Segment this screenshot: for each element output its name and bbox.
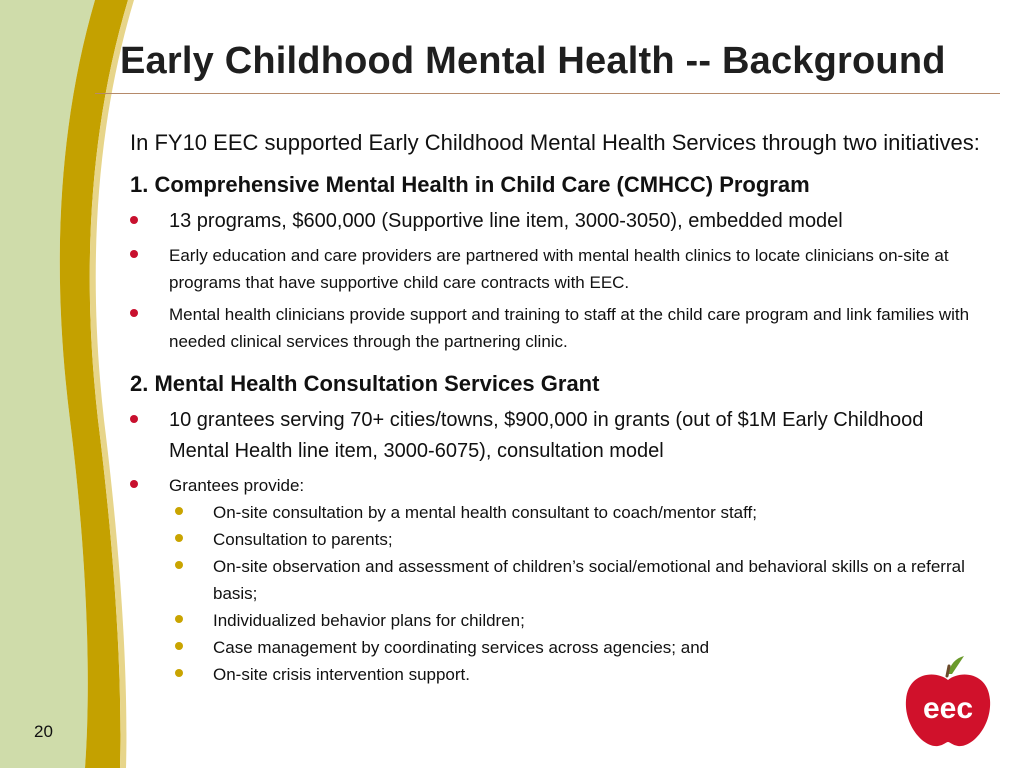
sub-list-item xyxy=(175,526,980,553)
bullet-text: Early education and care providers are partnered with mental health clinics to locate clinicians on-site at programs that have supportive child care contracts with EEC. xyxy=(169,246,949,292)
bullet-dot-icon xyxy=(130,415,138,423)
grant-bullet-list xyxy=(130,405,980,499)
list-item xyxy=(130,242,980,296)
bullet-text: Grantees provide: xyxy=(169,476,305,495)
slide-title: Early Childhood Mental Health -- Background xyxy=(120,40,946,82)
sub-bullet-dot-icon xyxy=(175,534,183,542)
sub-bullet-text: On-site consultation by a mental health consultant to coach/mentor staff; xyxy=(213,503,757,522)
list-item xyxy=(130,405,980,467)
logo-text: eec xyxy=(922,692,974,725)
sub-bullet-text: Consultation to parents; xyxy=(213,530,393,549)
sub-bullet-dot-icon xyxy=(175,615,183,623)
sub-list-item xyxy=(175,499,980,526)
page-number: 20 xyxy=(34,722,53,741)
sub-bullet-dot-icon xyxy=(175,642,183,650)
section-heading-cmhcc: 1. Comprehensive Mental Health in Child Care (CMHCC) Program xyxy=(130,172,810,197)
bullet-dot-icon xyxy=(130,480,138,488)
sub-bullet-text: On-site crisis intervention support. xyxy=(213,665,470,684)
sub-bullet-dot-icon xyxy=(175,561,183,569)
title-divider xyxy=(95,93,1000,94)
sub-bullet-text: Case management by coordinating services across agencies; and xyxy=(213,638,710,657)
bullet-dot-icon xyxy=(130,250,138,258)
grantees-provide-sub-list xyxy=(175,499,980,688)
slide-content xyxy=(130,124,980,688)
cmhcc-bullet-list xyxy=(130,206,980,355)
sub-bullet-text: On-site observation and assessment of children’s social/emotional and behavioral skills on a referral basis; xyxy=(213,557,965,603)
bullet-text: 13 programs, $600,000 (Supportive line item, 3000-3050), embedded model xyxy=(169,210,843,232)
sub-list-item xyxy=(175,634,980,661)
sub-list-item xyxy=(175,607,980,634)
sub-bullet-text: Individualized behavior plans for children; xyxy=(213,611,525,630)
sub-bullet-dot-icon xyxy=(175,507,183,515)
left-decorative-swoosh xyxy=(0,0,140,768)
list-item xyxy=(130,301,980,355)
sub-list-item xyxy=(175,661,980,688)
list-item xyxy=(130,206,980,237)
bullet-text: 10 grantees serving 70+ cities/towns, $900,000 in grants (out of $1M Early Childhood Mental Health line item, 3000-6075), consultation model xyxy=(169,409,924,462)
bullet-dot-icon xyxy=(130,309,138,317)
list-item xyxy=(130,472,980,499)
eec-apple-logo-icon xyxy=(898,652,998,752)
bullet-dot-icon xyxy=(130,216,138,224)
sub-list-item xyxy=(175,553,980,607)
bullet-text: Mental health clinicians provide support and training to staff at the child care program and link families with needed clinical services through the partnering clinic. xyxy=(169,305,970,351)
intro-text: In FY10 EEC supported Early Childhood Mental Health Services through two initiatives: xyxy=(130,130,980,155)
sub-bullet-dot-icon xyxy=(175,669,183,677)
section-heading-consultation-grant: 2. Mental Health Consultation Services Grant xyxy=(130,371,600,396)
